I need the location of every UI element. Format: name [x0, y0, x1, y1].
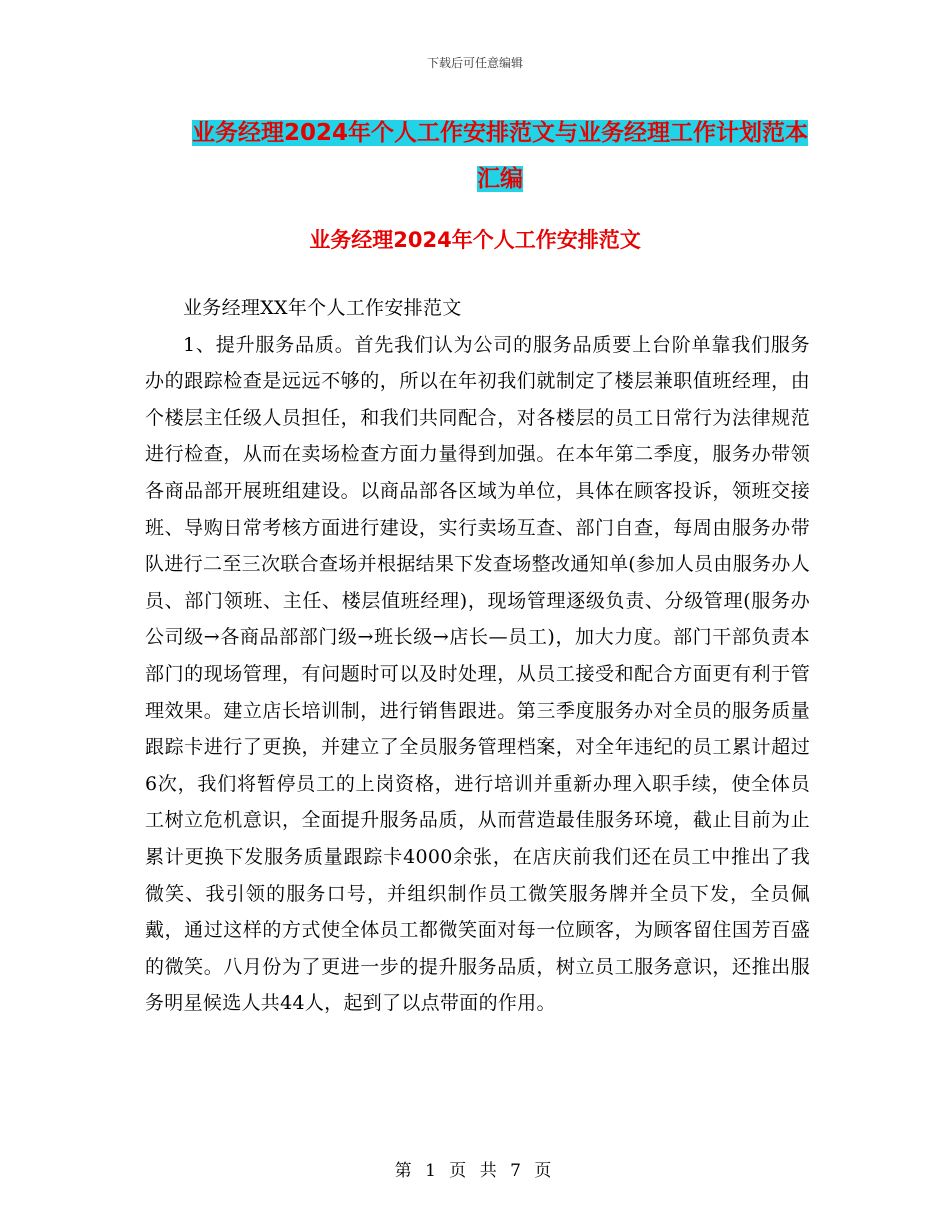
body-paragraph-subtitle: 业务经理XX年个人工作安排范文: [183, 297, 462, 319]
header-note: 下载后可任意编辑: [426, 56, 523, 70]
document-body: [145, 290, 810, 1022]
document-title: [190, 110, 810, 202]
page-number-footer: 第 1 页 共 7 页: [394, 1161, 556, 1181]
section-title: 业务经理2024年个人工作安排范文: [309, 228, 641, 252]
document-title-text: 业务经理2024年个人工作安排范文与业务经理工作计划范本汇编: [191, 120, 808, 192]
body-paragraph-1: 1、提升服务品质。首先我们认为公司的服务品质要上台阶单靠我们服务办的跟踪检查是远远不够的，所以在年初我们就制定了楼层兼职值班经理，由个楼层主任级人员担任，和我们共同配合，对各楼层的员工日常行为法律规范进行检查，从而在卖场检查方面力量得到加强。在本年第二季度，服务办带领各商品部开展班组建设。以商品部各区域为单位，具体在顾客投诉，领班交接班、导购日常考核方面进行建设，实行卖场互查、部门自查，每周由服务办带队进行二至三次联合查场并根据结果下发查场整改通知单(参加人员由服务办人员、部门领班、主任、楼层值班经理)，现场管理逐级负责、分级管理(服务办公司级→各商品部部门级→班长级→店长—员工)，加大力度。部门干部负责本部门的现场管理，有问题时可以及时处理，从员工接受和配合方面更有利于管理效果。建立店长培训制，进行销售跟进。第三季度服务办对全员的服务质量跟踪卡进行了更换，并建立了全员服务管理档案，对全年违纪的员工累计超过6次，我们将暂停员工的上岗资格，进行培训并重新办理入职手续，使全体员工树立危机意识，全面提升服务品质，从而营造最佳服务环境，截止目前为止累计更换下发服务质量跟踪卡4000余张，在店庆前我们还在员工中推出了我微笑、我引领的服务口号，并组织制作员工微笑服务牌并全员下发，全员佩戴，通过这样的方式使全体员工都微笑面对每一位顾客，为顾客留住国芳百盛的微笑。八月份为了更进一步的提升服务品质，树立员工服务意识，还推出服务明星候选人共44人，起到了以点带面的作用。: [145, 333, 810, 1015]
